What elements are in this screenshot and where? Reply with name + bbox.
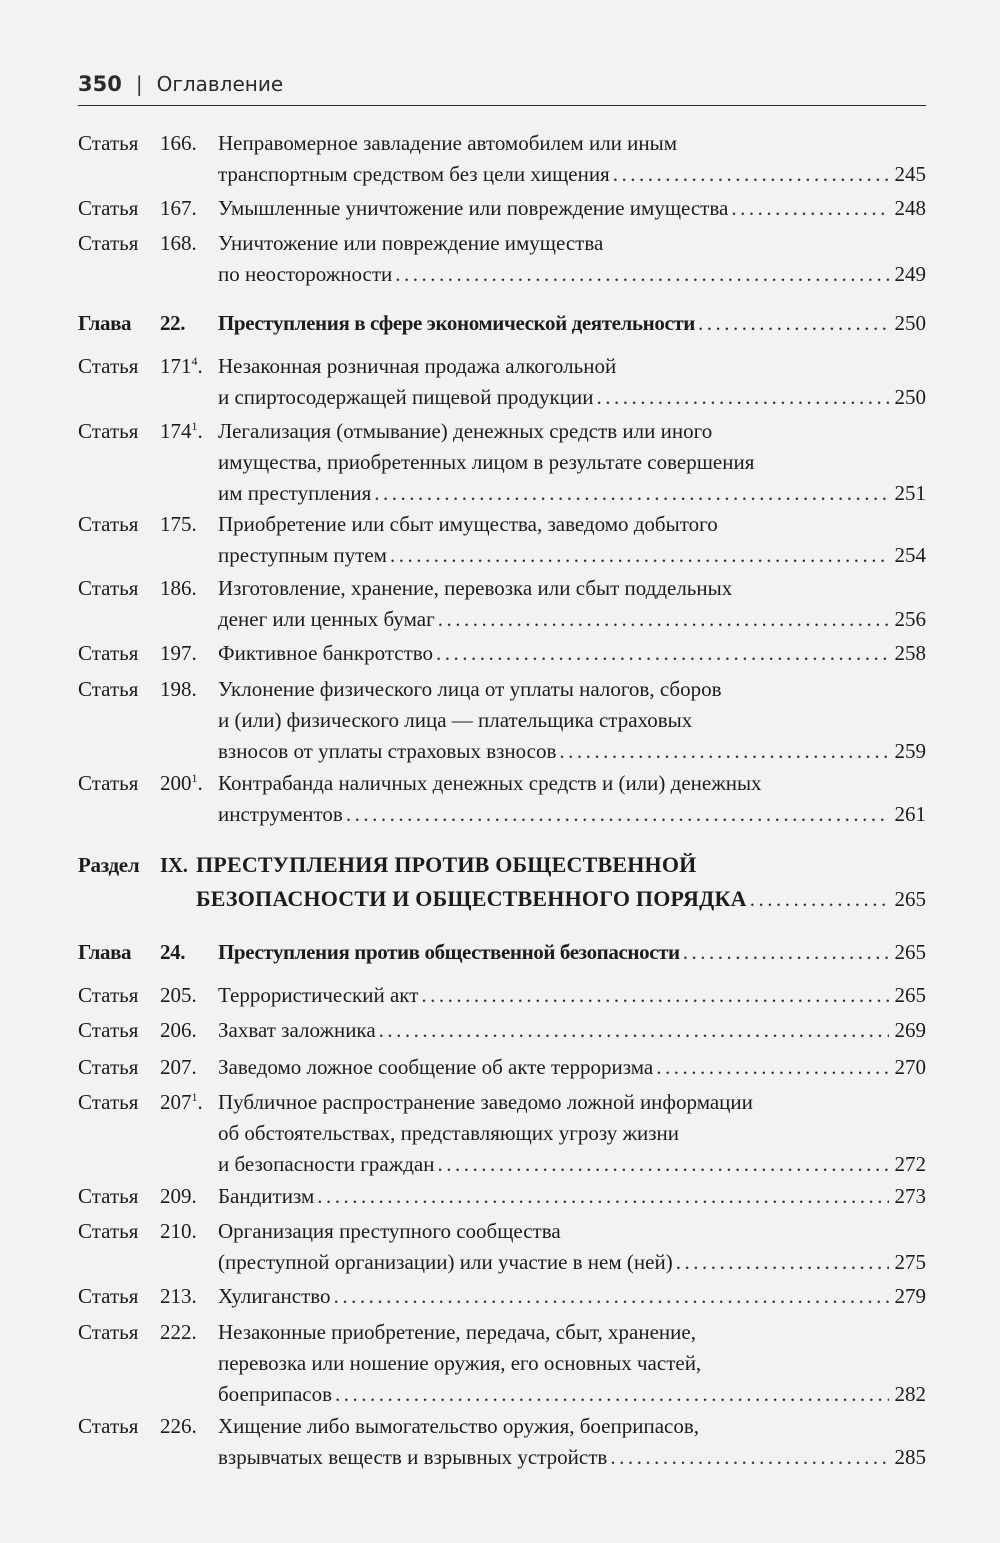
entry-number-value: 171 (160, 354, 192, 378)
toc-entry-line (78, 576, 926, 604)
dot-leader (656, 1055, 889, 1080)
entry-title-text: денег или ценных бумаг (218, 607, 435, 631)
entry-number: 175. (160, 512, 197, 536)
dot-leader (335, 1382, 889, 1407)
entry-title-text: инструментов (218, 802, 343, 826)
entry-page-number[interactable]: 251 (894, 481, 926, 505)
toc-entry-article[interactable] (78, 576, 926, 635)
entry-title-text: Изготовление, хранение, перевозка или сбыт поддельных (218, 576, 733, 600)
header-separator: | (135, 72, 143, 96)
toc-entry-line (78, 1152, 926, 1180)
entry-page-number[interactable]: 258 (894, 641, 926, 665)
entry-number-value: 210 (160, 1219, 192, 1243)
toc-entry-line (78, 1445, 926, 1473)
entry-number-superscript: 1 (191, 419, 198, 433)
toc-entry-line (78, 677, 926, 705)
dot-leader (395, 262, 889, 287)
dot-leader (559, 739, 889, 764)
entry-label (78, 1414, 218, 1439)
entry-label (78, 196, 218, 221)
entry-number: 210. (160, 1219, 197, 1243)
toc-entry-article[interactable] (78, 231, 926, 290)
toc-entry-line (78, 481, 926, 509)
entry-number: 206. (160, 1018, 197, 1042)
entry-title-text: Организация преступного сообщества (218, 1219, 561, 1243)
entry-page-number[interactable]: 259 (894, 739, 926, 763)
entry-label (78, 131, 218, 156)
entry-page-number[interactable]: 249 (894, 262, 926, 286)
dot-leader (750, 887, 889, 912)
entry-number: $200^1$. (160, 771, 203, 795)
entry-number: 24. (160, 940, 186, 964)
entry-prefix: Статья (78, 512, 139, 536)
entry-number-value: 207 (160, 1055, 192, 1079)
entry-page-number[interactable]: 270 (894, 1055, 926, 1079)
entry-title-text: ПРЕСТУПЛЕНИЯ ПРОТИВ ОБЩЕСТВЕННОЙ (196, 852, 697, 877)
toc-entry-line (78, 262, 926, 290)
entry-page-number[interactable]: 254 (894, 543, 926, 567)
entry-label (78, 576, 218, 601)
entry-number: 207. (160, 1055, 197, 1079)
dot-leader (421, 983, 889, 1008)
toc-entry-section[interactable] (78, 852, 926, 914)
entry-title-text: Легализация (отмывание) денежных средств или иного (218, 419, 713, 443)
entry-page-number[interactable]: 245 (894, 162, 926, 186)
entry-prefix: Статья (78, 1414, 139, 1438)
entry-prefix: Статья (78, 576, 139, 600)
toc-entry-article[interactable] (78, 354, 926, 413)
entry-title-text: Публичное распространение заведомо ложной информации (218, 1090, 753, 1114)
entry-number-value: IX (160, 853, 183, 877)
toc-entry-line (78, 1382, 926, 1410)
toc-entry-article[interactable] (78, 1018, 926, 1046)
entry-title-text: Преступления против общественной безопасности (218, 940, 680, 964)
entry-number: 213. (160, 1284, 197, 1308)
entry-number-value: 24 (160, 940, 181, 964)
entry-prefix: Статья (78, 1320, 139, 1344)
entry-page-number[interactable]: 265 (894, 983, 926, 1007)
entry-title-text: Террористический акт (218, 983, 419, 1007)
toc-entry-line (78, 162, 926, 190)
entry-page-number[interactable]: 265 (894, 887, 926, 911)
entry-page-number[interactable]: 285 (894, 1445, 926, 1469)
entry-title-text: и спиртосодержащей пищевой продукции (218, 385, 594, 409)
toc-entry-line (78, 1121, 926, 1149)
entry-number-value: 207 (160, 1090, 192, 1114)
entry-title-text: Фиктивное банкротство (218, 641, 434, 665)
toc-entry-line (78, 311, 926, 339)
entry-label (78, 641, 218, 666)
entry-label (78, 311, 218, 336)
entry-title-text: Заведомо ложное сообщение об акте терроризма (218, 1055, 654, 1079)
dot-leader (596, 385, 889, 410)
entry-label (78, 1090, 218, 1115)
entry-number: 226. (160, 1414, 197, 1438)
toc-entry-article[interactable] (78, 1219, 926, 1278)
entry-title-text: Незаконные приобретение, передача, сбыт, хранение, (218, 1320, 696, 1344)
toc-entry-line (78, 385, 926, 413)
entry-number: 167. (160, 196, 197, 220)
entry-page-number[interactable]: 273 (894, 1184, 926, 1208)
entry-number: 166. (160, 131, 197, 155)
entry-prefix: Статья (78, 1055, 139, 1079)
dot-leader (683, 940, 889, 965)
entry-title-text: имущества, приобретенных лицом в результате совершения (218, 450, 755, 474)
entry-number: 197. (160, 641, 197, 665)
entry-label (78, 1219, 218, 1244)
toc-entry-article[interactable] (78, 131, 926, 190)
entry-number-value: 166 (160, 131, 192, 155)
dot-leader (390, 543, 889, 568)
entry-prefix: Статья (78, 131, 139, 155)
entry-label (78, 771, 218, 796)
entry-title-text: транспортным средством без цели хищения (218, 162, 610, 186)
toc-entry-line (78, 1055, 926, 1083)
entry-label (78, 677, 218, 702)
entry-prefix: Глава (78, 940, 132, 964)
toc-entry-line (78, 1250, 926, 1278)
toc-entry-line (78, 771, 926, 799)
entry-number: 209. (160, 1184, 197, 1208)
entry-label (78, 354, 218, 379)
entry-number: 168. (160, 231, 197, 255)
entry-prefix: Глава (78, 311, 132, 335)
entry-number: 22. (160, 311, 186, 335)
toc-entry-line (78, 802, 926, 830)
toc-entry-article[interactable] (78, 641, 926, 669)
entry-page-number[interactable]: 269 (894, 1018, 926, 1042)
toc-entry-chapter[interactable] (78, 311, 926, 339)
entry-title-text: Уклонение физического лица от уплаты налогов, сборов (218, 677, 722, 701)
entry-number-value: 200 (160, 771, 192, 795)
entry-number-superscript: 4 (191, 354, 198, 368)
entry-page-number[interactable]: 265 (894, 940, 926, 964)
toc-entry-line (78, 708, 926, 736)
entry-number-value: 168 (160, 231, 192, 255)
entry-number: 222. (160, 1320, 197, 1344)
entry-title-text: Умышленные уничтожение или повреждение имущества (218, 196, 729, 220)
entry-label (78, 1055, 218, 1080)
entry-title-text: по неосторожности (218, 262, 393, 286)
toc-entry-line (78, 1219, 926, 1247)
toc-entry-article[interactable] (78, 1184, 926, 1212)
toc-entry-article[interactable] (78, 1414, 926, 1473)
toc-entry-line (78, 1320, 926, 1348)
entry-prefix: Статья (78, 677, 139, 701)
entry-page-number[interactable]: 275 (894, 1250, 926, 1274)
entry-page-number[interactable]: 250 (894, 311, 926, 335)
toc-entry-line (78, 354, 926, 382)
entry-title-text: перевозка или ношение оружия, его основных частей, (218, 1351, 702, 1375)
entry-title-text: и безопасности граждан (218, 1152, 435, 1176)
toc-entry-line (78, 512, 926, 540)
toc-entry-line (78, 450, 926, 478)
toc-entry-line (78, 231, 926, 259)
dot-leader (379, 1018, 889, 1043)
entry-page-number[interactable]: 250 (894, 385, 926, 409)
entry-title-text: и (или) физического лица — плательщика страховых (218, 708, 693, 732)
toc-entry-article[interactable] (78, 983, 926, 1011)
entry-page-number[interactable]: 261 (894, 802, 926, 826)
entry-label (78, 1018, 218, 1043)
entry-number-value: 186 (160, 576, 192, 600)
entry-number-value: 175 (160, 512, 192, 536)
entry-number-value: 22 (160, 311, 181, 335)
entry-page-number[interactable]: 272 (894, 1152, 926, 1176)
toc-entry-article[interactable] (78, 1284, 926, 1312)
toc-entry-article[interactable] (78, 512, 926, 571)
entry-prefix: Статья (78, 1018, 139, 1042)
toc-entry-article[interactable] (78, 419, 926, 509)
entry-label (78, 419, 218, 444)
entry-title-text: Бандитизм (218, 1184, 315, 1208)
toc-entry-line (78, 1184, 926, 1212)
entry-prefix: Статья (78, 983, 139, 1007)
dot-leader (698, 311, 889, 336)
entry-page-number[interactable]: 282 (894, 1382, 926, 1406)
entry-label (78, 983, 218, 1008)
toc-entry-chapter[interactable] (78, 940, 926, 968)
dot-leader (610, 1445, 889, 1470)
toc-entry-article[interactable] (78, 1090, 926, 1180)
entry-number-value: 198 (160, 677, 192, 701)
entry-number-value: 226 (160, 1414, 192, 1438)
toc-entry-line (78, 641, 926, 669)
toc-entry-line (78, 852, 926, 880)
entry-number: 186. (160, 576, 197, 600)
entry-number-value: 213 (160, 1284, 192, 1308)
entry-title-text: об обстоятельствах, представляющих угрозу жизни (218, 1121, 680, 1145)
dot-leader (334, 1284, 889, 1309)
entry-page-number[interactable]: 248 (894, 196, 926, 220)
toc-entry-line (78, 739, 926, 767)
entry-title-text: Захват заложника (218, 1018, 376, 1042)
entry-number: $171^4$. (160, 354, 203, 378)
toc-entry-line (78, 886, 926, 914)
toc-entry-line (78, 543, 926, 571)
entry-number-value: 222 (160, 1320, 192, 1344)
toc-entry-article[interactable] (78, 1055, 926, 1083)
entry-label (78, 940, 218, 965)
toc-entry-line (78, 940, 926, 968)
entry-prefix: Статья (78, 354, 139, 378)
entry-number: $207^1$. (160, 1090, 203, 1114)
entry-number-value: 206 (160, 1018, 192, 1042)
entry-title-text: Незаконная розничная продажа алкогольной (218, 354, 617, 378)
entry-prefix: Статья (78, 231, 139, 255)
entry-prefix: Статья (78, 641, 139, 665)
entry-number: IX. (160, 853, 188, 877)
toc-entry-article[interactable] (78, 771, 926, 830)
toc-entry-line (78, 196, 926, 224)
entry-prefix: Статья (78, 1184, 139, 1208)
dot-leader (437, 1152, 889, 1177)
header-rule (78, 105, 926, 106)
entry-number-value: 197 (160, 641, 192, 665)
entry-prefix: Статья (78, 1219, 139, 1243)
entry-title-text: БЕЗОПАСНОСТИ И ОБЩЕСТВЕННОГО ПОРЯДКА (196, 886, 747, 911)
entry-prefix: Статья (78, 1090, 139, 1114)
toc-entry-line (78, 1414, 926, 1442)
entry-title-text: взрывчатых веществ и взрывных устройств (218, 1445, 608, 1469)
dot-leader (613, 162, 889, 187)
entry-prefix: Статья (78, 419, 139, 443)
dot-leader (438, 607, 889, 632)
entry-title-text: Контрабанда наличных денежных средств и (или) денежных (218, 771, 762, 795)
toc-entry-line (78, 1090, 926, 1118)
toc-entry-line (78, 983, 926, 1011)
dot-leader (346, 802, 889, 827)
running-header (78, 66, 926, 102)
toc-entry-article[interactable] (78, 1320, 926, 1410)
entry-number-superscript: 1 (191, 1090, 198, 1104)
entry-label (78, 231, 218, 256)
toc-entry-line (78, 607, 926, 635)
entry-title-text: взносов от уплаты страховых взносов (218, 739, 557, 763)
entry-title-text: Хищение либо вымогательство оружия, боеприпасов, (218, 1414, 700, 1438)
entry-label (78, 1184, 218, 1209)
toc-entry-line (78, 1284, 926, 1312)
entry-prefix: Раздел (78, 853, 140, 877)
entry-title-text: Хулиганство (218, 1284, 331, 1308)
entry-label (78, 512, 218, 537)
entry-title-text: Преступления в сфере экономической деятельности (218, 311, 695, 335)
entry-number: 198. (160, 677, 197, 701)
header-title: Оглавление (156, 72, 284, 96)
entry-title-text: (преступной организации) или участие в нем (ней) (218, 1250, 673, 1274)
toc-entry-article[interactable] (78, 196, 926, 224)
entry-number-value: 174 (160, 419, 192, 443)
entry-number-value: 209 (160, 1184, 192, 1208)
entry-title-text: им преступления (218, 481, 372, 505)
entry-number-value: 205 (160, 983, 192, 1007)
toc-entry-article[interactable] (78, 677, 926, 767)
entry-page-number[interactable]: 256 (894, 607, 926, 631)
dot-leader (374, 481, 889, 506)
entry-prefix: Статья (78, 196, 139, 220)
dot-leader (676, 1250, 889, 1275)
entry-label (78, 1284, 218, 1309)
entry-title-text: боеприпасов (218, 1382, 333, 1406)
entry-number: $174^1$. (160, 419, 203, 443)
toc-entry-line (78, 419, 926, 447)
entry-title-text: Уничтожение или повреждение имущества (218, 231, 604, 255)
toc-entry-line (78, 1018, 926, 1046)
toc-entry-line (78, 1351, 926, 1379)
page-number: 350 (78, 72, 122, 96)
entry-label (78, 853, 196, 878)
entry-page-number[interactable]: 279 (894, 1284, 926, 1308)
toc-entry-line (78, 131, 926, 159)
entry-number-superscript: 1 (191, 771, 198, 785)
entry-prefix: Статья (78, 771, 139, 795)
entry-label (78, 1320, 218, 1345)
entry-prefix: Статья (78, 1284, 139, 1308)
entry-title-text: преступным путем (218, 543, 387, 567)
entry-title-text: Приобретение или сбыт имущества, заведомо добытого (218, 512, 718, 536)
dot-leader (317, 1184, 889, 1209)
dot-leader (731, 196, 889, 221)
entry-number: 205. (160, 983, 197, 1007)
dot-leader (436, 641, 889, 666)
entry-number-value: 167 (160, 196, 192, 220)
entry-title-text: Неправомерное завладение автомобилем или иным (218, 131, 678, 155)
